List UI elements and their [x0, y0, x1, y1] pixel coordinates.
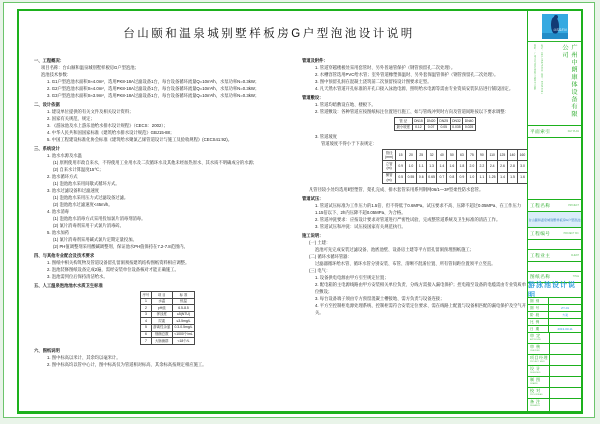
company-name: 广州中朗康体设备有限公司	[561, 44, 577, 118]
project-no-label: 工程编号	[530, 230, 551, 236]
table-cell: ≤5(NTU)	[172, 311, 195, 318]
table-cell: 2.6	[498, 161, 508, 172]
company-logo	[542, 14, 568, 39]
sheet-title-value	[528, 282, 581, 297]
drawn-value	[550, 377, 581, 387]
text-line: (二) 循环水循环管器：	[309, 253, 352, 259]
table-cell: 160	[518, 150, 528, 161]
table-cell: DN32	[452, 118, 461, 123]
drawn-label	[528, 377, 550, 387]
table-row	[383, 150, 528, 161]
text-line: (一) 土建：	[309, 239, 331, 245]
approved-label	[528, 333, 550, 343]
text-line: 3. 泡池需到位后保持清洁给水。	[47, 274, 108, 279]
project-manager-label	[528, 355, 550, 365]
table-row	[141, 318, 195, 325]
table-cell: 2	[141, 305, 152, 312]
text-line: 4. 池水消毒	[47, 209, 69, 214]
project-name-label-en: PROJECT	[568, 204, 579, 207]
table-cell: 1.25	[487, 172, 498, 183]
table-cell: 尿素	[151, 318, 172, 325]
table-cell: 0.9	[457, 172, 467, 183]
table-cell: 游离性余氯	[153, 325, 171, 330]
table-cell: 4	[141, 318, 152, 325]
section	[302, 57, 528, 92]
text-line: 4. 平方至控制柜电源处理系统、控制柜需符合安装定位要求、需在线路上配置与设备相匹配的漏电保护及空气开关。	[315, 302, 527, 315]
section-heading: 施工说明：	[302, 232, 324, 238]
keyplan-label: 平面索引	[530, 128, 551, 134]
section	[34, 57, 298, 99]
project-no-row	[528, 227, 581, 239]
text-line: (三) 电气：	[309, 267, 331, 273]
remark-label-cn: 备 注	[530, 399, 541, 404]
table-cell: 0.3-0.5mg/L	[172, 324, 195, 331]
text-line: 1. 图中标高以米计、其余均以毫米计。	[47, 354, 121, 360]
project-manager-label-cn: 项目经理	[530, 355, 548, 360]
project-name-text: 台山颐和温泉城别墅样板房G户型泡池	[528, 218, 581, 222]
checked-value	[550, 344, 581, 354]
table-cell: 0.025	[463, 124, 476, 131]
table-cell: 1.4	[437, 161, 447, 172]
page-title: 台山颐和温泉城别墅样板房G户型泡池设计说明	[123, 28, 415, 40]
table-cell: 0.6	[416, 172, 426, 183]
keyplan-box	[528, 137, 581, 199]
table-cell: 大肠菌群	[151, 338, 172, 345]
table-cell: <18个/L	[172, 338, 195, 345]
text-line: 2. 池水循环方式	[47, 174, 78, 179]
text-line: 管道坡度不得小于下表规定：	[321, 141, 377, 147]
table-row	[141, 292, 195, 299]
section-heading: 四、与其他专业配合及技术要求	[34, 253, 95, 258]
table-cell: 90	[477, 150, 487, 161]
remark-label-en: REMARKS	[530, 404, 540, 407]
drawn-row	[528, 376, 581, 387]
stage-value: 方案	[562, 313, 569, 317]
table-cell: 2.8	[508, 161, 518, 172]
text-line: 4. 凡天然水管道开孔标准的开孔口接入泳池电源、照明给水电源等需由专业资质安装队伍进行铺设固定。	[315, 86, 514, 91]
drawing-category-row	[528, 297, 581, 304]
sheet-title-label: 图纸名称	[530, 274, 551, 279]
drawing-number-row	[528, 304, 581, 311]
designed-row	[528, 365, 581, 376]
table-cell: 0.5	[396, 172, 406, 183]
wave-icon	[542, 33, 568, 39]
section-heading: 三、系统设计	[34, 146, 60, 151]
title-block-company-section	[528, 11, 581, 125]
text-line: (2) PH值调整剂采用酸碱调整剂、保证池水PH值保持在7.2-7.8范围内。	[53, 244, 188, 249]
table-cell: DN15	[414, 118, 423, 123]
project-manager-row	[528, 354, 581, 365]
designed-value	[550, 366, 581, 376]
remark-value	[550, 399, 581, 411]
table-cell: 6	[141, 331, 152, 338]
table-cell: 0.12	[412, 124, 425, 131]
project-name-row	[528, 199, 581, 211]
date-label: 日 期	[528, 326, 549, 332]
table-cell: 0.035	[450, 124, 463, 131]
text-line: 3. G3户型泡池水面积S≈3.9m²，选用PK8-18A过滤设备1台，每台设备循环流量Q=10m³/h，水泵功率N=0.3kW；	[47, 93, 260, 98]
text-line: 过滤器循环给水管、循环水管分别安装、布管、清晰不混淆位置、所有管间距位置须平立竖直。	[315, 260, 496, 266]
drawing-frame	[17, 9, 583, 414]
section-heading: 管道试压：	[302, 195, 324, 201]
date-value: 2013-03-11	[557, 327, 573, 331]
checked-row	[528, 343, 581, 354]
proofread-row	[528, 387, 581, 398]
left-text-column	[34, 57, 298, 370]
data-table	[394, 117, 476, 131]
table-cell: 1.6	[518, 172, 528, 183]
text-line: 3. 《游泳池及水上游乐池给水排水设计规程》（CECS：2002）；	[47, 123, 168, 128]
company-contact	[532, 44, 543, 122]
table-cell: 最小坡度	[396, 125, 411, 130]
table-cell: 立管(m)	[383, 161, 396, 172]
table-cell: 0.65	[426, 172, 437, 183]
table-cell: 2.4	[487, 161, 498, 172]
text-line: (1) 泡池池水采用压力式过滤设备过滤。	[53, 195, 129, 200]
section	[302, 232, 528, 316]
table-row	[395, 118, 476, 125]
text-line: (1) 原则使用市政自来水，不得使用工业用水及二次循环水及其他未经加热原水、其水质不明确成分的水源；	[53, 160, 258, 165]
keyplan-row	[528, 125, 581, 137]
remark-label	[528, 399, 550, 411]
text-line: 5. 池水加药	[47, 230, 69, 235]
section	[34, 282, 298, 345]
table-cell: 管径(mm)	[383, 150, 396, 161]
text-line: 1. 图纸中相关构筑物及管道设备留孔留洞须按建筑结构图纸资料相应调整。	[47, 260, 190, 265]
drawing-category-label: 图 别	[528, 298, 549, 304]
section-heading: 管道敷设：	[302, 95, 324, 100]
table-cell: 1.8	[457, 161, 467, 172]
designed-label-en: DESIGNED	[530, 371, 541, 374]
table-cell: 管 径	[395, 118, 413, 125]
table-cell: 0.7	[437, 172, 447, 183]
table-cell: 7	[141, 338, 152, 345]
text-line: 1. 管道试压标准为工作压力的1.5倍、但不得低于0.6MPa。试压要求不高、压降不超过0.05MPa、在工作压力1.15倍以下、2h内压降不超0.05MPa、为合格。	[315, 202, 522, 215]
text-line: 2. 管道敷设：各种管道应按图纸标注位置进行施工、如与管线冲突时方向及管道间距按以下要求调整：	[315, 109, 509, 114]
table-cell: 水温	[151, 298, 172, 305]
client-label: 工程业主	[530, 252, 551, 258]
section-heading: 五、人工温泉泡池池水水质卫生标准	[34, 283, 103, 288]
table-cell: 125	[498, 150, 508, 161]
table-cell: 140	[508, 150, 518, 161]
text-line: 3. 图中预留孔洞在混凝土浇筑前二次预留按设计图要求定型。	[315, 79, 432, 84]
text-line: 1. 建设单位提供的有关文件及相关设计资料；	[47, 109, 134, 114]
table-cell: DN20	[426, 118, 436, 123]
text-line: 泡池技术参数：	[41, 72, 72, 77]
project-manager-value	[550, 355, 581, 365]
proofread-label	[528, 388, 550, 398]
table-cell: pH值	[151, 305, 172, 312]
table-cell: 63	[457, 150, 467, 161]
text-line: 3. 池水过滤设备和过滤速度	[47, 188, 100, 193]
table-row	[141, 298, 195, 305]
middle-text-column	[302, 57, 528, 318]
drawn-label-cn: 制 图	[530, 377, 541, 382]
company-address: 地址：广州市天河区黄埔大道西平云路	[533, 44, 535, 90]
table-cell: 0.8	[447, 172, 457, 183]
table-row	[141, 305, 195, 312]
table-cell: 1.0	[406, 161, 417, 172]
table-cell: 5	[141, 324, 152, 331]
table-cell: 1.0	[467, 172, 477, 183]
text-line: 5. 中国工程建设标准化协会标准《建筑给水聚氯乙烯管道设计与施工及验收规程》(CECS41:92)。	[47, 137, 233, 142]
logo-text: USSEN	[553, 28, 567, 32]
table-cell: 细菌总数	[151, 331, 172, 338]
divider	[528, 41, 581, 42]
title-block	[527, 11, 581, 411]
table-cell: 1.6	[447, 161, 457, 172]
section	[34, 252, 298, 280]
designed-label-cn: 设 计	[530, 366, 541, 371]
project-name-value	[528, 211, 581, 227]
client-label-en: CLIENT	[570, 254, 579, 257]
text-line: 2. G2户型泡池水面积S≈4.0m²，选用PK8-18A过滤设备1台，每台设备循环流量Q=10m³/h，水泵功率N=0.3kW；	[47, 86, 260, 91]
project-no-box	[528, 239, 581, 249]
table-cell: 0.9	[396, 161, 406, 172]
table-row	[141, 324, 195, 331]
table-cell: 1.4	[498, 172, 508, 183]
checked-label-cn: 审 核	[530, 344, 541, 349]
table-cell: ≤3.5mg/L	[172, 318, 195, 325]
text-line: 2. 国家有关规范、规定；	[47, 116, 95, 121]
table-cell: <1000个/mL	[174, 332, 193, 337]
text-line: (2) 氯片消毒剂采用干式氯片消毒砖。	[53, 223, 124, 228]
text-line: 2. 配电箱的主电源线路由甲方安装相关单位负责、分线方需接入漏电保护；控电箱至设备的电缆需由专业资质单位敷设；	[315, 281, 527, 294]
stage-row	[528, 311, 581, 318]
keyplan-label-en: KEY PLAN	[567, 130, 579, 133]
table-cell: 32	[426, 150, 437, 161]
approved-row	[528, 332, 581, 343]
table-cell: 项 目	[151, 292, 172, 299]
section	[34, 347, 298, 368]
table-cell: 恒温	[172, 298, 195, 305]
proofread-label-en: PROOFREAD	[530, 393, 543, 396]
table-cell: 0.07	[425, 124, 438, 131]
checked-label	[528, 344, 550, 354]
sheet-title-text: 游泳池设计说明	[528, 282, 576, 299]
data-table	[382, 149, 528, 184]
table-row	[141, 311, 195, 318]
table-cell: 110	[487, 150, 498, 161]
text-line: 1. 设备供电电源由甲方引至规定位置；	[315, 274, 389, 280]
table-cell: 浑浊度	[151, 311, 172, 318]
remark-row	[528, 398, 581, 411]
section	[34, 145, 298, 250]
table-cell: 2.2	[477, 161, 487, 172]
table-cell: 序号	[142, 292, 150, 297]
text-line: 项目名称：台山颐和温泉城别墅样板房G户型泡池；	[41, 65, 139, 70]
section	[34, 101, 298, 143]
text-line: (2) 泡池池水过滤速度<45m/h。	[53, 202, 113, 207]
company-phone: 电话：020-38473360 传真：38473361	[540, 44, 542, 95]
table-cell: DN25	[439, 118, 449, 123]
table-cell: 1	[141, 298, 152, 305]
table-cell: 横管(m)	[383, 172, 396, 183]
table-row	[395, 124, 476, 131]
proofread-label-cn: 校 对	[530, 388, 541, 393]
text-line: 4. 中华人民共和国国家标准《建筑给水排水设计规范》GBJ15-88；	[47, 130, 175, 135]
approved-value	[550, 333, 581, 343]
table-cell: 2.0	[467, 161, 477, 172]
table-cell: 1.1	[477, 172, 487, 183]
text-line: (2) 自来水计算温度15℃；	[53, 167, 104, 172]
approved-label-cn: 审 定	[530, 333, 541, 338]
table-cell: 3	[141, 311, 152, 318]
drawn-label-en: DRAWN	[530, 382, 538, 385]
table-row	[383, 172, 528, 183]
text-line: 泡池可先完成安装过滤设备、池底池壁、设备房土建等平方留孔留洞预埋图纸施工；	[315, 246, 474, 252]
drawing-number-label: 图 号	[528, 305, 549, 311]
table-row	[141, 331, 195, 338]
text-line: 2. 管道冲洗要求：应按设计要求对管道进行严密性试验、完成整管道系统及卫生标准的清洁工作。	[315, 216, 501, 222]
table-cell: 25	[416, 150, 426, 161]
text-line: 1. 池水水源及水温	[47, 153, 82, 158]
text-line: 2. 水槽容管选用PVC给水管；室外管道橡塑保温时、另外套保温管保护（钢管预留孔二次处理）。	[315, 72, 499, 77]
table-cell: 1.3	[426, 161, 437, 172]
drawing-number-value: ZY-01	[561, 306, 570, 310]
approved-label-en: APPROVED	[530, 338, 542, 341]
section	[302, 195, 528, 230]
table-cell: 50	[447, 150, 457, 161]
checked-label-en: CHECKED	[530, 349, 540, 352]
table-cell: 75	[467, 150, 477, 161]
text-line: 3. 管道坡度	[315, 134, 337, 140]
text-line: 1. G1户型泡池水面积S≈4.0m²，选用PK8-18A过滤设备1台，每台设备循环流量Q=10m³/h，水泵功率N=0.3kW；	[47, 79, 260, 84]
section-heading: 一、工程概况：	[34, 58, 65, 63]
table-cell: DN40	[464, 118, 474, 123]
section	[302, 94, 528, 193]
text-line: 2. 图中标高均以管中心计，图中标高仅为管道相对标高、其余标高按规定相应施工。	[47, 361, 207, 367]
text-line: (1) 氯片消毒剂采用碱式氯片定期定量投加。	[53, 237, 137, 242]
client-box	[528, 261, 581, 271]
date-row	[528, 325, 581, 332]
table-cell: 20	[406, 150, 417, 161]
project-manager-label-en: PROJECT MGR	[530, 360, 545, 363]
text-line: 1. 管道穿越楼板处采用套管时、另外普通管保护（钢管预留孔二次处理）。	[315, 65, 456, 70]
scale-label: 比 例	[528, 319, 549, 325]
project-name-label: 工程名称	[530, 202, 551, 208]
table-cell: 标 准	[172, 292, 195, 299]
table-cell: 1.1	[416, 161, 426, 172]
table-cell: 0.55	[406, 172, 417, 183]
section-heading: 六、图纸说明	[34, 347, 60, 353]
text-line: (1) 泡池池水消毒方式采用投加氯片消毒剂消毒。	[53, 216, 146, 221]
table-cell: 6.5-8.5	[172, 305, 195, 312]
table-row	[141, 338, 195, 345]
stage-label: 阶 段	[528, 312, 549, 318]
text-line: (1) 泡池池水采用间歇式循环方式。	[53, 181, 120, 186]
scale-row	[528, 318, 581, 325]
text-line: 3. 每台设备端子须由专方预留混凝土槽接地、需方负责与设备连接；	[315, 295, 445, 301]
text-line: 凡管径较小处均选用Ⅱ型塑管、架孔完成、排水套管采用系列钢网06/1—3#型柔性防水套管。	[309, 186, 484, 192]
proofread-value	[550, 388, 581, 398]
table-cell: 40	[437, 150, 447, 161]
client-row	[528, 249, 581, 261]
sheet-title-label-en: TITLE	[572, 276, 579, 278]
designed-label	[528, 366, 550, 376]
text-line: 2. 泡池装修图纸设备完成2遍，需经安装单位设备核对才能正确施工。	[47, 267, 179, 272]
section-heading: 管道及附件：	[302, 58, 328, 63]
table-row	[383, 161, 528, 172]
table-cell: 1.5	[508, 172, 518, 183]
text-line: 3. 管道试压和冲洗：试压按国家有关规范执行。	[315, 223, 406, 229]
table-cell: 0.05	[437, 124, 450, 131]
table-cell: 3.0	[518, 161, 528, 172]
data-table	[140, 291, 195, 345]
text-line: 1. 管道均暗敷设在地、楼板下。	[315, 102, 376, 107]
table-cell: 15	[396, 150, 406, 161]
swimmer-icon-head	[554, 15, 558, 19]
project-no-label-en: PROJECT NO.	[563, 232, 579, 235]
section-heading: 二、设计依据	[34, 102, 60, 107]
